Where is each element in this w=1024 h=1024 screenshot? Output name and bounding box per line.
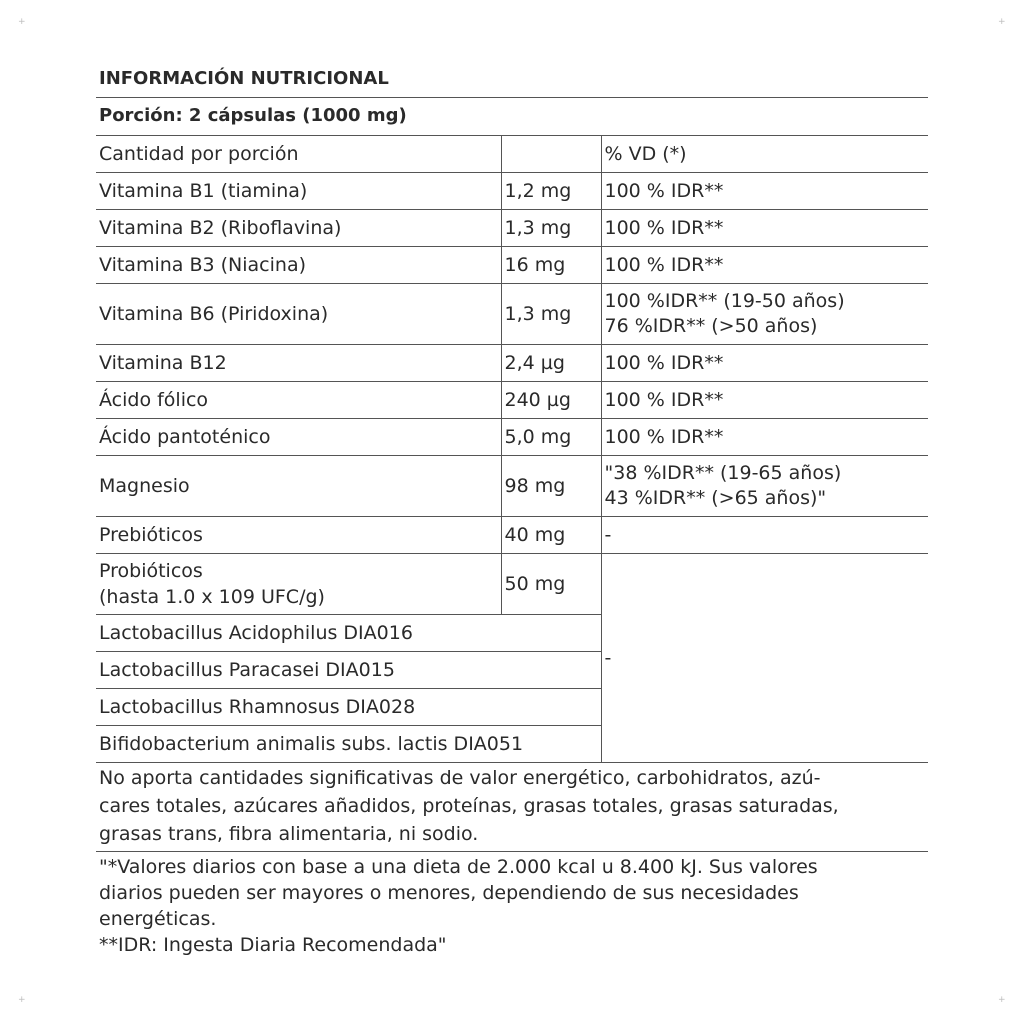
table-row xyxy=(96,345,928,382)
note-line: No aporta cantidades significativas de valor energético, carbohidratos, azú- xyxy=(99,767,821,789)
nutrient-name: Prebióticos xyxy=(96,517,501,554)
strain-name: Lactobacillus Acidophilus DIA016 xyxy=(96,615,601,652)
vd-line: 76 %IDR** (>50 años) xyxy=(604,315,818,337)
name-line: (hasta 1.0 x 109 UFC/g) xyxy=(99,586,325,608)
nutrient-vd xyxy=(601,284,928,345)
vd-line: 43 %IDR** (>65 años)" xyxy=(604,487,827,509)
nutrient-amount: 2,4 µg xyxy=(501,345,601,382)
footnote-line: **IDR: Ingesta Diaria Recomendada" xyxy=(99,934,447,956)
header-amount xyxy=(501,136,601,173)
nutrient-vd: 100 % IDR** xyxy=(601,173,928,210)
note-line: grasas trans, fibra alimentaria, ni sodio. xyxy=(99,823,479,845)
crop-mark-top-left: + xyxy=(18,17,26,27)
strain-name: Lactobacillus Paracasei DIA015 xyxy=(96,652,601,689)
nutrient-name: Vitamina B2 (Riboflavina) xyxy=(96,210,501,247)
name-line: Probióticos xyxy=(99,560,203,582)
panel-title: INFORMACIÓN NUTRICIONAL xyxy=(96,64,928,98)
nutrition-note xyxy=(96,763,928,852)
nutrient-amount: 16 mg xyxy=(501,247,601,284)
nutrient-name: Vitamina B1 (tiamina) xyxy=(96,173,501,210)
crop-mark-bottom-left: + xyxy=(18,995,26,1005)
nutrient-vd: 100 % IDR** xyxy=(601,345,928,382)
nutrient-amount: 1,2 mg xyxy=(501,173,601,210)
nutrient-amount: 240 µg xyxy=(501,382,601,419)
nutrient-name: Vitamina B6 (Piridoxina) xyxy=(96,284,501,345)
footnote-line: "*Valores diarios con base a una dieta de 2.000 kcal u 8.400 kJ. Sus valores xyxy=(99,856,818,878)
nutrient-name: Ácido pantoténico xyxy=(96,419,501,456)
table-header-row xyxy=(96,136,928,173)
vd-line: "38 %IDR** (19-65 años) xyxy=(604,462,842,484)
table-row xyxy=(96,554,928,615)
note-line: cares totales, azúcares añadidos, proteínas, grasas totales, grasas saturadas, xyxy=(99,795,839,817)
crop-mark-top-right: + xyxy=(998,17,1006,27)
nutrient-amount: 5,0 mg xyxy=(501,419,601,456)
nutrient-amount: 98 mg xyxy=(501,456,601,517)
nutrient-name: Vitamina B3 (Niacina) xyxy=(96,247,501,284)
nutrient-vd: - xyxy=(601,554,928,763)
nutrient-vd: 100 % IDR** xyxy=(601,419,928,456)
nutrient-name: Ácido fólico xyxy=(96,382,501,419)
table-row xyxy=(96,247,928,284)
nutrient-vd xyxy=(601,456,928,517)
nutrient-vd: 100 % IDR** xyxy=(601,210,928,247)
vd-line: 100 %IDR** (19-50 años) xyxy=(604,290,845,312)
table-row xyxy=(96,284,928,345)
table-row xyxy=(96,419,928,456)
crop-mark-bottom-right: + xyxy=(998,995,1006,1005)
header-label: Cantidad por porción xyxy=(96,136,501,173)
nutrient-vd: - xyxy=(601,517,928,554)
footnote-line: diarios pueden ser mayores o menores, dependiendo de sus necesidades xyxy=(99,882,799,904)
table-row xyxy=(96,456,928,517)
table-row xyxy=(96,382,928,419)
table-row xyxy=(96,210,928,247)
nutrition-table xyxy=(96,136,928,763)
nutrient-amount: 1,3 mg xyxy=(501,210,601,247)
nutrient-amount: 40 mg xyxy=(501,517,601,554)
nutrient-name: Vitamina B12 xyxy=(96,345,501,382)
header-vd: % VD (*) xyxy=(601,136,928,173)
strain-name: Bifidobacterium animalis subs. lactis DIA051 xyxy=(96,726,601,763)
nutrition-facts-panel xyxy=(96,64,928,958)
table-row xyxy=(96,173,928,210)
portion-size: Porción: 2 cápsulas (1000 mg) xyxy=(96,98,928,136)
nutrient-name xyxy=(96,554,501,615)
table-row xyxy=(96,517,928,554)
nutrient-name: Magnesio xyxy=(96,456,501,517)
nutrient-vd: 100 % IDR** xyxy=(601,382,928,419)
strain-name: Lactobacillus Rhamnosus DIA028 xyxy=(96,689,601,726)
nutrient-amount: 1,3 mg xyxy=(501,284,601,345)
footnote-line: energéticas. xyxy=(99,908,217,930)
nutrient-amount: 50 mg xyxy=(501,554,601,615)
nutrient-vd: 100 % IDR** xyxy=(601,247,928,284)
footnote xyxy=(96,852,928,958)
